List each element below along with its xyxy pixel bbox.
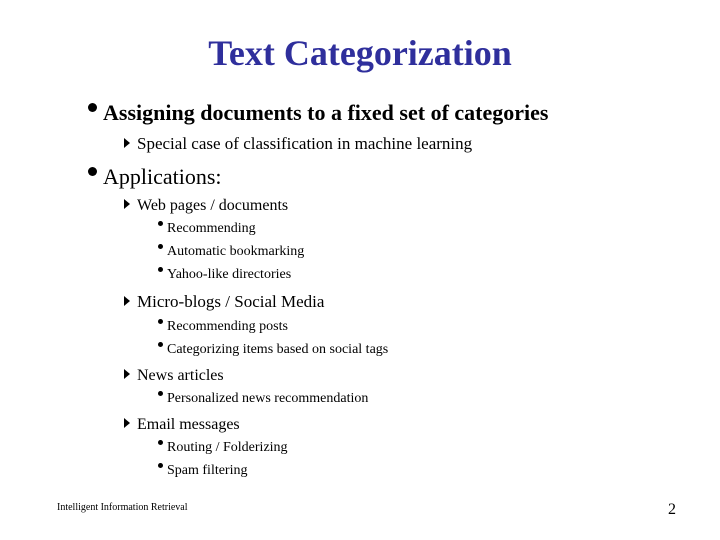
triangle-bullet-icon: [124, 418, 130, 428]
bullet-item-level3: [158, 221, 256, 238]
bullet-text: Micro-blogs / Social Media: [137, 292, 325, 311]
bullet-item-level3: [158, 342, 388, 359]
bullet-text: Web pages / documents: [137, 197, 289, 214]
bullet-item-level2: [124, 196, 288, 215]
bullet-item-level2: [124, 366, 224, 385]
round-bullet-icon: [158, 267, 163, 272]
round-bullet-icon: [158, 221, 163, 226]
triangle-bullet-icon: [124, 369, 130, 379]
round-bullet-icon: [158, 319, 163, 324]
triangle-bullet-icon: [124, 296, 130, 306]
bullet-text: Assigning documents to a fixed set of categories: [103, 100, 549, 125]
round-bullet-icon: [158, 391, 163, 396]
bullet-text: Categorizing items based on social tags: [167, 342, 389, 357]
bullet-item-level3: [158, 267, 291, 284]
bullet-item-level3: [158, 319, 288, 336]
round-bullet-icon: [158, 342, 163, 347]
bullet-text: Special case of classification in machine learning: [137, 134, 473, 153]
triangle-bullet-icon: [124, 199, 130, 209]
bullet-text: Spam filtering: [167, 463, 248, 478]
bullet-item-level1: [88, 164, 222, 190]
page-number: 2: [668, 501, 676, 518]
bullet-item-level2: [124, 292, 324, 312]
bullet-item-level2: [124, 415, 240, 434]
bullet-item-level3: [158, 463, 248, 480]
bullet-item-level3: [158, 440, 288, 457]
round-bullet-icon: [158, 463, 163, 468]
bullet-item-level1: [88, 100, 548, 126]
round-bullet-icon: [88, 167, 97, 176]
bullet-text: Automatic bookmarking: [167, 244, 305, 259]
bullet-text: Recommending posts: [167, 319, 288, 334]
footer-text: Intelligent Information Retrieval: [57, 502, 188, 513]
bullet-text: Email messages: [137, 416, 240, 433]
bullet-text: Personalized news recommendation: [167, 391, 369, 406]
bullet-text: Recommending: [167, 221, 256, 236]
round-bullet-icon: [88, 103, 97, 112]
bullet-text: Routing / Folderizing: [167, 440, 288, 455]
round-bullet-icon: [158, 440, 163, 445]
triangle-bullet-icon: [124, 138, 130, 148]
bullet-text: News articles: [137, 367, 224, 384]
bullet-text: Yahoo-like directories: [167, 267, 292, 282]
bullet-item-level3: [158, 244, 304, 261]
bullet-item-level3: [158, 391, 368, 408]
bullet-item-level2: [124, 134, 472, 154]
bullet-text: Applications:: [103, 164, 222, 189]
round-bullet-icon: [158, 244, 163, 249]
slide-title: Text Categorization: [208, 33, 512, 73]
